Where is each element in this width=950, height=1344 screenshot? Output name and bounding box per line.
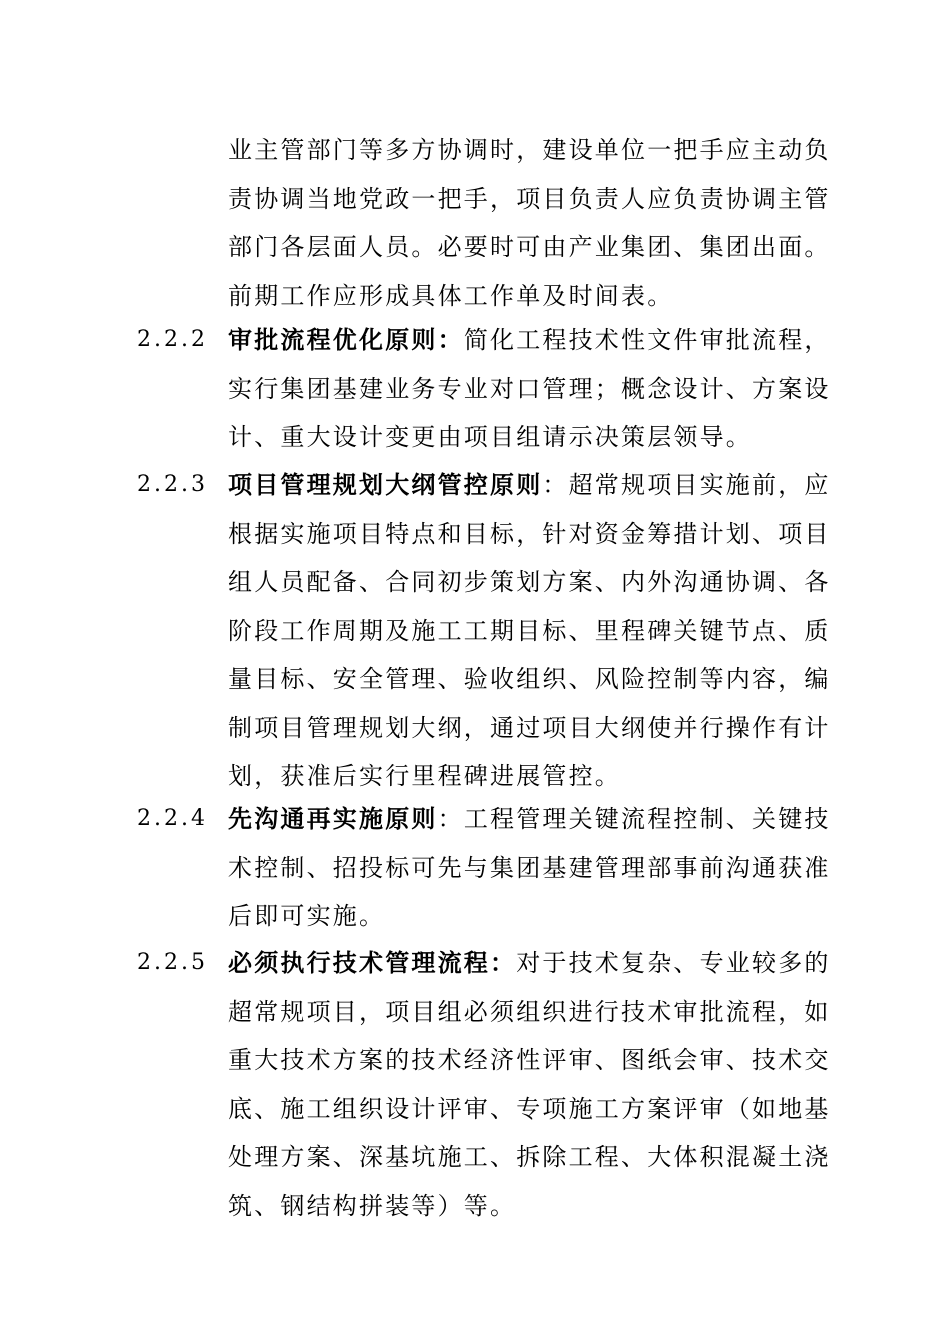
section-heading: 先沟通再实施原则 <box>228 804 438 833</box>
intro-line: 前期工作应形成具体工作单及时间表。 <box>228 281 674 310</box>
intro-line: 部门各层面人员。必要时可由产业集团、集团出面。 <box>228 233 831 261</box>
section-line: 阶段工作周期及施工工期目标、里程碑关键节点、质 <box>228 616 831 645</box>
section-body <box>228 795 831 941</box>
section-first-line <box>228 316 831 365</box>
section-line: 术控制、招投标可先与集团基建管理部事前沟通获准 <box>228 853 831 882</box>
section-line: 后即可实施。 <box>228 902 386 930</box>
section-line: 重大技术方案的技术经济性评审、图纸会审、技术交 <box>228 1046 831 1074</box>
section-heading: 必须执行技术管理流程 <box>228 948 490 977</box>
section-first-text: 简化工程技术性文件审批流程， <box>463 326 831 354</box>
section-line: 实行集团基建业务专业对口管理；概念设计、方案设 <box>228 374 831 403</box>
heading-separator: ： <box>490 948 517 977</box>
section-line: 制项目管理规划大纲，通过项目大纲使并行操作有计 <box>228 713 831 742</box>
section-first-line <box>228 461 831 510</box>
section-line: 组人员配备、合同初步策划方案、内外沟通协调、各 <box>228 568 831 596</box>
heading-separator: ： <box>542 471 569 499</box>
section-line: 根据实施项目特点和目标，针对资金筹措计划、项目 <box>228 519 831 548</box>
section-first-line <box>228 795 831 844</box>
section-line: 筑、钢结构拼装等）等。 <box>228 1191 517 1220</box>
section-line: 超常规项目，项目组必须组织进行技术审批流程，如 <box>228 997 831 1026</box>
section-first-line <box>228 939 831 988</box>
intro-line: 业主管部门等多方协调时，建设单位一把手应主动负 <box>228 136 831 164</box>
intro-paragraph <box>228 126 831 320</box>
heading-separator: ： <box>437 325 464 354</box>
section-heading: 审批流程优化原则 <box>228 325 438 354</box>
section-line: 计、重大设计变更由项目组请示决策层领导。 <box>228 423 752 451</box>
section-number: 2.2.4 <box>137 806 208 831</box>
section-first-text: 对于技术复杂、专业较多的 <box>516 949 831 977</box>
section-line: 处理方案、深基坑施工、拆除工程、大体积混凝土浇 <box>228 1143 831 1171</box>
heading-separator: ： <box>437 805 464 833</box>
intro-line: 责协调当地党政一把手，项目负责人应负责协调主管 <box>228 184 831 213</box>
section-heading: 项目管理规划大纲管控原则 <box>228 470 543 499</box>
section-body <box>228 461 831 801</box>
section-body <box>228 316 831 462</box>
section-number: 2.2.3 <box>137 472 208 497</box>
section-line: 量目标、安全管理、验收组织、风险控制等内容，编 <box>228 665 831 693</box>
section-first-text: 超常规项目实施前，应 <box>568 471 831 499</box>
section-number: 2.2.5 <box>137 950 208 975</box>
section-line: 划，获准后实行里程碑进展管控。 <box>228 762 621 790</box>
section-number: 2.2.2 <box>137 327 208 352</box>
section-line: 底、施工组织设计评审、专项施工方案评审（如地基 <box>228 1094 831 1123</box>
section-body <box>228 939 831 1230</box>
section-first-text: 工程管理关键流程控制、关键技 <box>463 805 831 833</box>
